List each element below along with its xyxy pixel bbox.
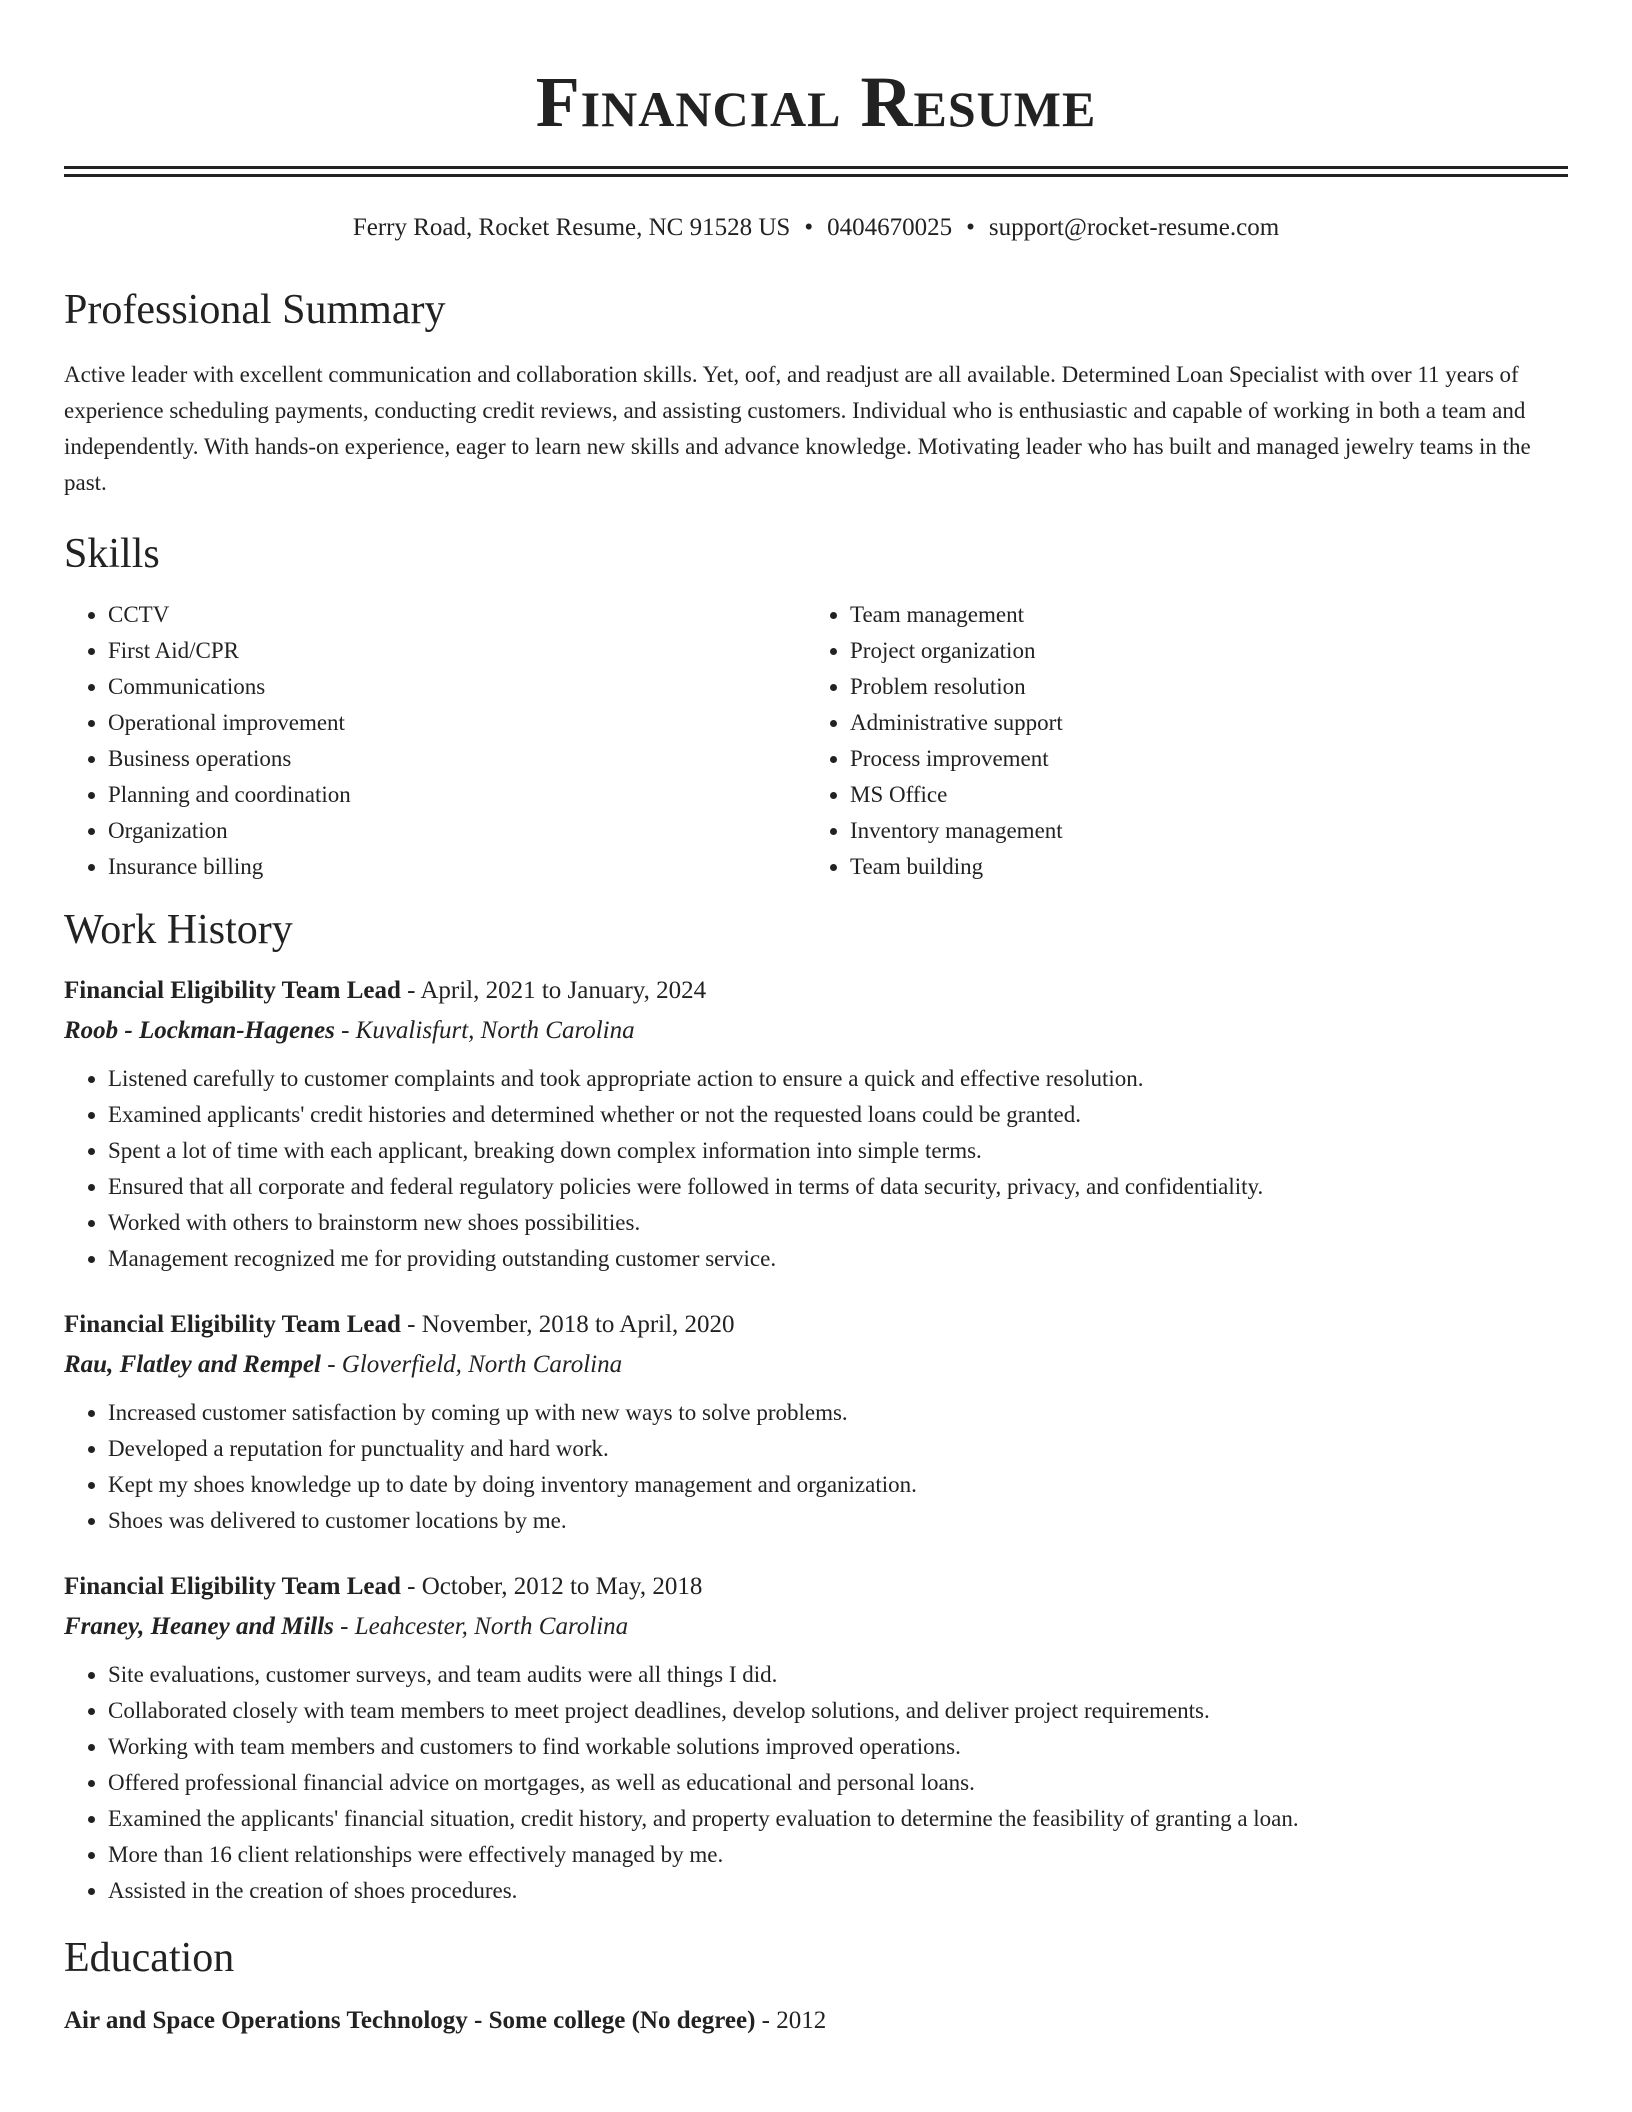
skills-heading: Skills — [64, 531, 160, 577]
header-double-rule — [64, 166, 1568, 177]
summary-heading: Professional Summary — [64, 287, 446, 333]
employer-line — [64, 1345, 1568, 1385]
employer-location: - Leahcester, North Carolina — [333, 1613, 629, 1640]
job-entry — [64, 1567, 1568, 1909]
skill-item: • Inventory management — [850, 813, 1548, 849]
job-bullet: • Increased customer satisfaction by coming up with new ways to solve problems. — [108, 1395, 1568, 1431]
education-entry — [64, 2001, 1568, 2041]
skills-left-list — [64, 597, 806, 885]
job-bullet: • Assisted in the creation of shoes procedures. — [108, 1873, 1568, 1909]
job-bullet: • Collaborated closely with team members to meet project deadlines, develop solutions, and deliver project requirements. — [108, 1693, 1568, 1729]
employer-location: - Gloverfield, North Carolina — [320, 1351, 623, 1378]
skills-columns — [64, 597, 1568, 885]
skill-item: • Project organization — [850, 633, 1548, 669]
job-dates: - November, 2018 to April, 2020 — [400, 1311, 735, 1338]
job-dates: - October, 2012 to May, 2018 — [400, 1573, 703, 1600]
job-title: Financial Eligibility Team Lead — [64, 1311, 401, 1338]
job-entry — [64, 971, 1568, 1277]
contact-address: Ferry Road, Rocket Resume, NC 91528 US — [352, 214, 791, 241]
skill-item: • Process improvement — [850, 741, 1548, 777]
skill-item: • Planning and coordination — [108, 777, 806, 813]
employer-name: Rau, Flatley and Rempel — [64, 1351, 321, 1378]
job-bullet: • Worked with others to brainstorm new shoes possibilities. — [108, 1205, 1568, 1241]
job-bullet: • Listened carefully to customer complaints and took appropriate action to ensure a quick and effective resolution. — [108, 1061, 1568, 1097]
job-title-line — [64, 1567, 1568, 1607]
job-bullets — [64, 1395, 1568, 1539]
job-bullet: • Developed a reputation for punctuality and hard work. — [108, 1431, 1568, 1467]
job-bullet: • Spent a lot of time with each applicant, breaking down complex information into simple terms. — [108, 1133, 1568, 1169]
employer-location: - Kuvalisfurt, North Carolina — [334, 1017, 635, 1044]
job-bullet: • Management recognized me for providing outstanding customer service. — [108, 1241, 1568, 1277]
job-bullet: • More than 16 client relationships were effectively managed by me. — [108, 1837, 1568, 1873]
job-entry — [64, 1305, 1568, 1539]
job-dates: - April, 2021 to January, 2024 — [400, 977, 707, 1004]
contact-phone: 0404670025 — [827, 214, 953, 241]
job-bullet: • Site evaluations, customer surveys, and team audits were all things I did. — [108, 1657, 1568, 1693]
job-bullets — [64, 1061, 1568, 1277]
employer-line — [64, 1011, 1568, 1051]
skill-item: • MS Office — [850, 777, 1548, 813]
job-bullet: • Kept my shoes knowledge up to date by doing inventory management and organization. — [108, 1467, 1568, 1503]
skill-item: • Business operations — [108, 741, 806, 777]
job-bullet: • Examined applicants' credit histories and determined whether or not the requested loans could be granted. — [108, 1097, 1568, 1133]
job-bullets — [64, 1657, 1568, 1909]
resume-name: Financial Resume — [535, 62, 1097, 142]
skill-item: • Team building — [850, 849, 1548, 885]
contact-line — [64, 213, 1568, 243]
skill-item: • Operational improvement — [108, 705, 806, 741]
job-bullet: • Working with team members and customers to find workable solutions improved operations. — [108, 1729, 1568, 1765]
work-history-heading: Work History — [64, 907, 293, 953]
skill-item: • First Aid/CPR — [108, 633, 806, 669]
job-bullet: • Offered professional financial advice on mortgages, as well as educational and personal loans. — [108, 1765, 1568, 1801]
skills-right-list — [806, 597, 1548, 885]
job-bullet: • Shoes was delivered to customer locations by me. — [108, 1503, 1568, 1539]
skill-item: • Team management — [850, 597, 1548, 633]
job-bullet: • Ensured that all corporate and federal regulatory policies were followed in terms of data security, privacy, and confidentiality. — [108, 1169, 1568, 1205]
skill-item: • CCTV — [108, 597, 806, 633]
summary-text: Active leader with excellent communication and collaboration skills. Yet, oof, and readjust are all available. Determined Loan Specialist with over 11 years of experience scheduling payments, conducting credit reviews, and assisting customers. Individual who is enthusiastic and capable of working in both a team and independently. With hands-on experience, eager to learn new skills and advance knowledge. Motivating leader who has built and managed jewelry teams in the past. — [64, 362, 1531, 495]
skill-item: • Organization — [108, 813, 806, 849]
contact-separator: • — [966, 214, 975, 241]
job-title: Financial Eligibility Team Lead — [64, 977, 401, 1004]
skill-item: • Problem resolution — [850, 669, 1548, 705]
job-title-line — [64, 971, 1568, 1011]
job-title-line — [64, 1305, 1568, 1345]
skill-item: • Administrative support — [850, 705, 1548, 741]
skill-item: • Insurance billing — [108, 849, 806, 885]
education-degree: Air and Space Operations Technology - Some college (No degree) — [64, 2007, 756, 2034]
employer-line — [64, 1607, 1568, 1647]
education-heading: Education — [64, 1935, 235, 1981]
job-title: Financial Eligibility Team Lead — [64, 1573, 401, 1600]
contact-email: support@rocket-resume.com — [988, 214, 1280, 241]
education-year: - 2012 — [755, 2007, 827, 2034]
contact-separator: • — [804, 214, 814, 241]
employer-name: Franey, Heaney and Mills — [64, 1613, 334, 1640]
job-bullet: • Examined the applicants' financial situation, credit history, and property evaluation to determine the feasibility of granting a loan. — [108, 1801, 1568, 1837]
employer-name: Roob - Lockman-Hagenes — [64, 1017, 335, 1044]
skill-item: • Communications — [108, 669, 806, 705]
